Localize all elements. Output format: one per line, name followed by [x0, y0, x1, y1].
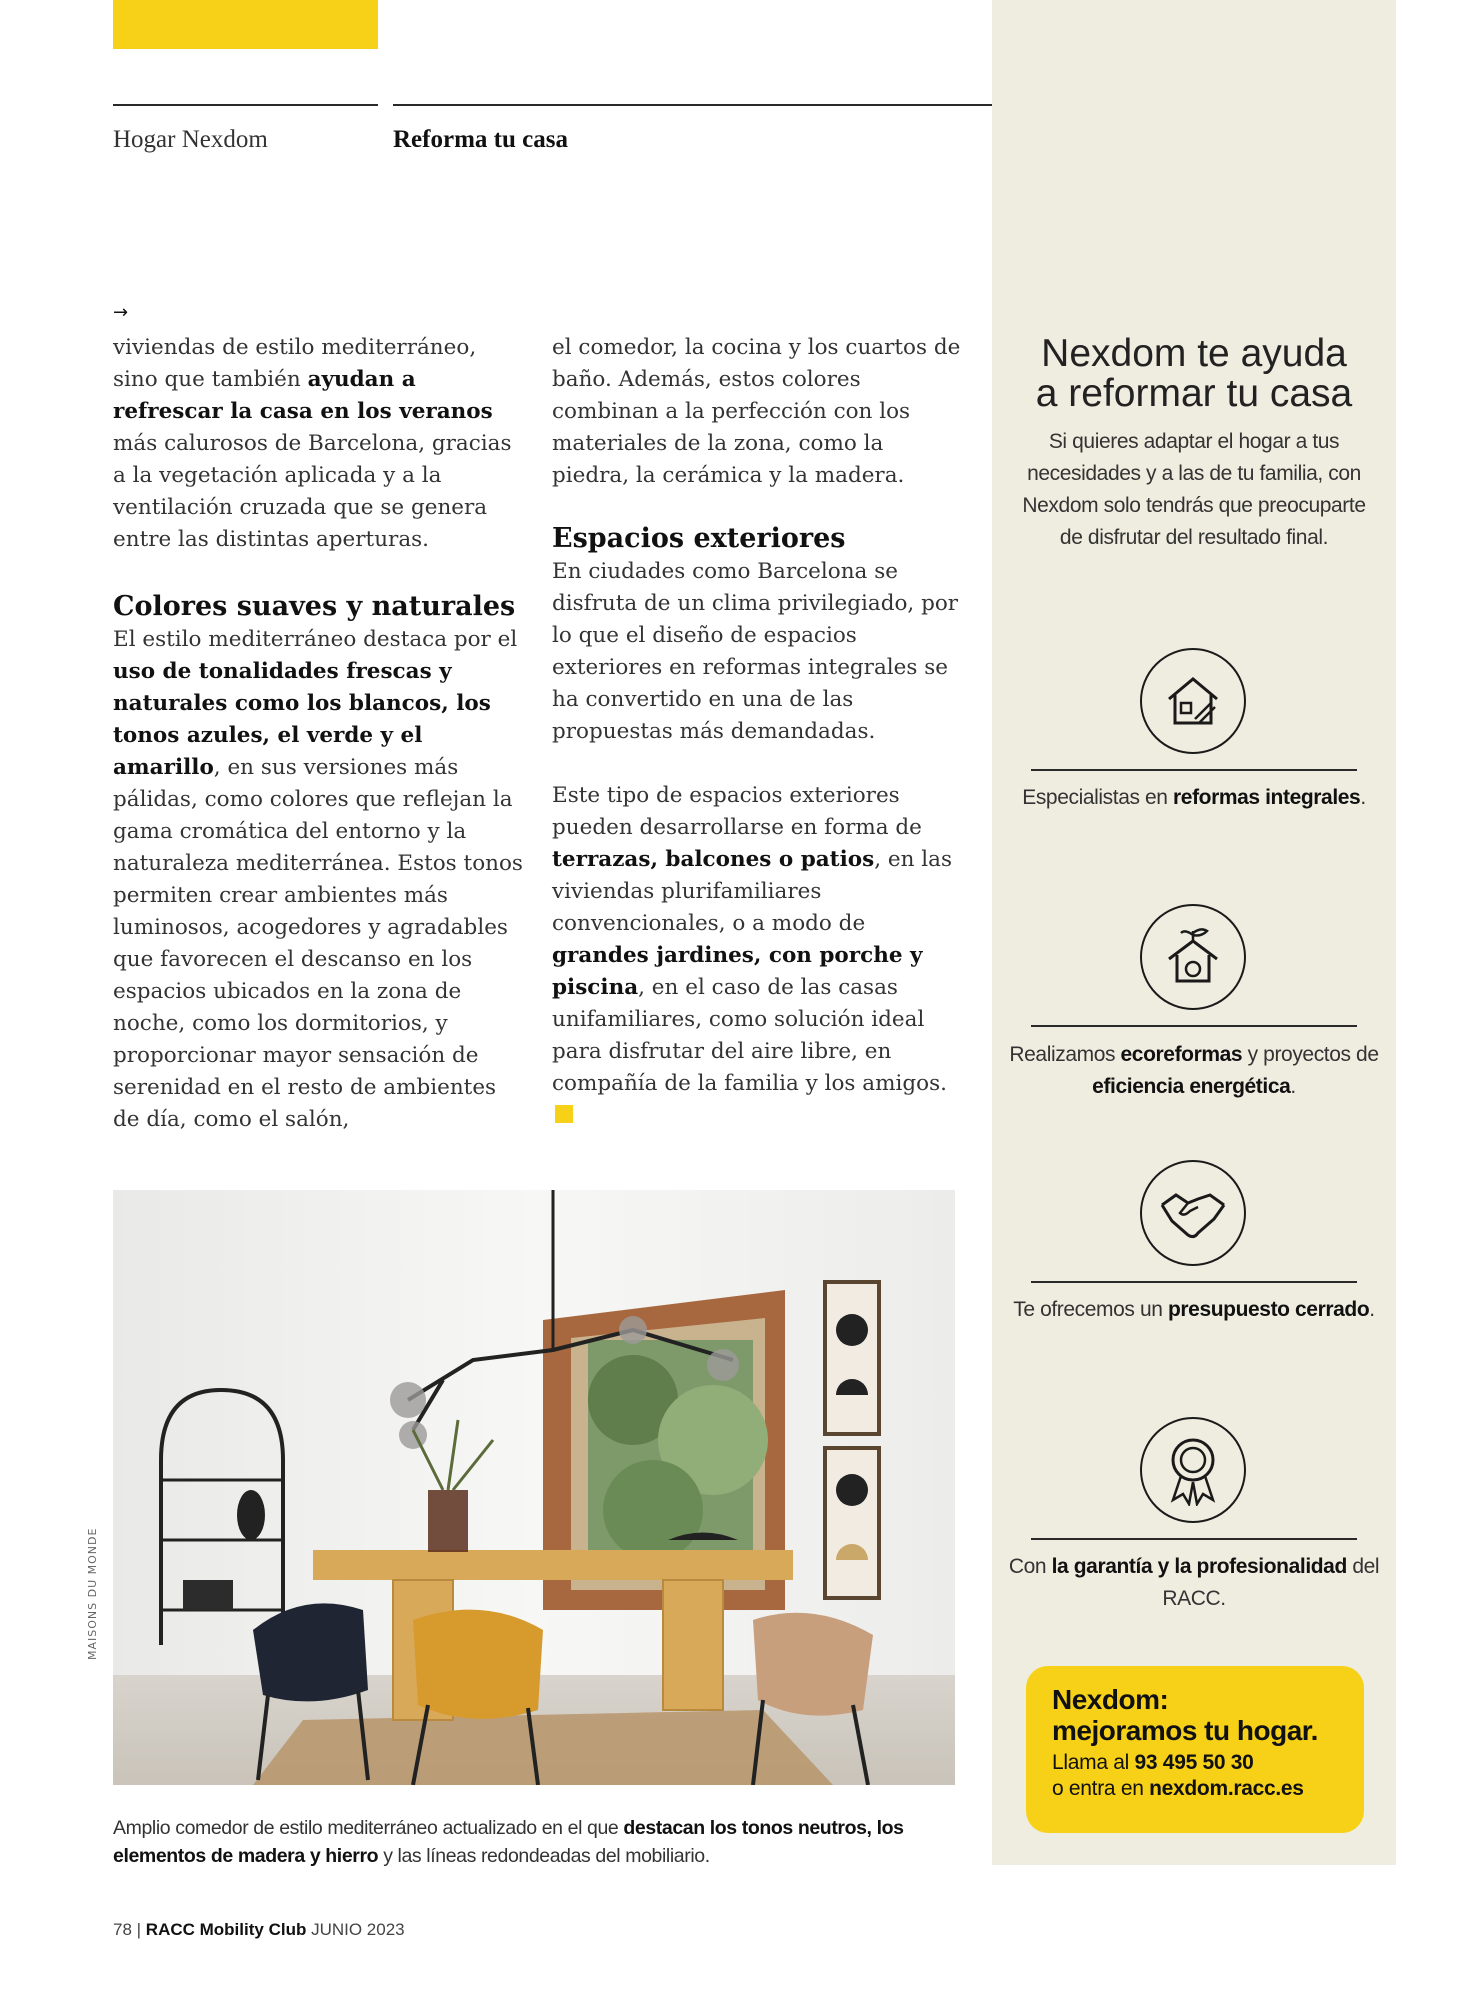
emphasis-text: uso de tonalidades frescas y naturales como los blancos, los tonos azules, el verde y el amarillo — [113, 659, 491, 780]
text-run: más calurosos de Barcelona, gracias a la vegetación aplicada y a la ventilación cruzada que se genera entre las distintas aperturas. — [113, 431, 512, 552]
end-of-article-mark — [555, 1105, 573, 1123]
eco-house-icon — [1140, 904, 1246, 1010]
feature-divider — [1031, 1281, 1357, 1283]
top-accent-bar — [113, 0, 378, 49]
text-run: Amplio comedor de estilo mediterráneo actualizado en el que — [113, 1817, 624, 1839]
rosette-badge-icon — [1140, 1417, 1246, 1523]
callout-text: Llama al — [1052, 1751, 1135, 1774]
subheading-colores: Colores suaves y naturales — [113, 591, 516, 622]
page-number: 78 — [113, 1920, 132, 1939]
dining-room-photo — [113, 1190, 955, 1785]
emphasis-text: terrazas, balcones o patios — [552, 847, 875, 872]
paragraph — [552, 556, 964, 748]
footer-separator: | — [131, 1920, 146, 1939]
text-run: El estilo mediterráneo destaca por el — [113, 627, 518, 652]
feature-text — [1000, 1039, 1388, 1103]
feature-text — [1000, 782, 1388, 814]
emphasis-text: presupuesto cerrado — [1167, 1298, 1370, 1321]
emphasis-text: grandes jardines, con porche y piscina — [552, 943, 923, 1000]
emphasis-text: destacan los tonos neutros, los elementos de madera y hierro — [113, 1817, 904, 1867]
emphasis-text: ayudan a refrescar la casa en los veranos — [113, 367, 493, 424]
contact-callout — [1026, 1666, 1364, 1833]
feature-text — [1000, 1294, 1388, 1326]
text-run: y las líneas redondeadas del mobiliario. — [378, 1845, 710, 1867]
text-run: Este tipo de espacios exteriores pueden desarrollarse en forma de — [552, 783, 922, 840]
sidebar-intro: Si quieres adaptar el hogar a tus necesidades y a las de tu familia, con Nexdom solo tendrás que preocuparte de disfrutar del resultado final. — [1022, 430, 1366, 549]
paragraph — [113, 624, 525, 1136]
article-column-1 — [113, 332, 525, 1136]
text-run: . — [1290, 1075, 1296, 1098]
text-run: Realizamos — [1009, 1043, 1121, 1066]
text-run: , en sus versiones más pálidas, como colores que reflejan la gama cromática del entorno y la naturaleza mediterránea. Estos tonos permiten crear ambientes más luminosos, acogedores y agradables que favorecen el descanso en los espacios ubicados en la zona de noche, como los dormitorios, y proporcionar mayor sensación de serenidad en el resto de ambientes de día, como el salón, — [113, 755, 523, 1132]
magazine-name: RACC Mobility Club — [145, 1920, 307, 1939]
text-run: Te ofrecemos un — [1013, 1298, 1168, 1321]
text-run: Especialistas en — [1022, 786, 1174, 809]
callout-text: o entra en — [1052, 1777, 1150, 1800]
callout-headline: Nexdom: — [1052, 1684, 1169, 1715]
callout-phone-line — [1052, 1750, 1338, 1776]
callout-web-line — [1052, 1776, 1338, 1802]
sidebar-title — [992, 334, 1396, 414]
article-column-2 — [552, 332, 964, 1132]
paragraph — [113, 332, 525, 556]
text-run: del RACC. — [1162, 1555, 1380, 1610]
header-rule-left — [113, 104, 378, 106]
text-run: , en las viviendas plurifamiliares convencionales, o a modo de — [552, 847, 953, 936]
house-plan-icon — [1140, 648, 1246, 754]
emphasis-text: la garantía y la profesionalidad — [1051, 1555, 1347, 1578]
handshake-icon — [1140, 1160, 1246, 1266]
sidebar-title-line: a reformar tu casa — [1035, 372, 1353, 415]
text-run: y proyectos de — [1242, 1043, 1379, 1066]
callout-headline: mejoramos tu hogar. — [1052, 1715, 1318, 1746]
text-run: . — [1369, 1298, 1375, 1321]
paragraph-end — [552, 780, 964, 1132]
page-footer — [113, 1920, 405, 1940]
photo-credit: MAISONS DU MONDE — [86, 1527, 99, 1660]
text-run: , en el caso de las casas unifamiliares, como solución ideal para disfrutar del aire libre, en compañía de la familia y los amigos. — [552, 975, 947, 1096]
text-run: En ciudades como Barcelona se disfruta de un clima privilegiado, por lo que el diseño de espacios exteriores en reformas integrales se ha convertido en una de las propuestas más demandadas. — [552, 559, 959, 744]
emphasis-text: reformas integrales — [1173, 786, 1361, 809]
continuation-arrow-icon: → — [113, 302, 129, 323]
issue-date: JUNIO 2023 — [306, 1920, 405, 1939]
feature-divider — [1031, 1538, 1357, 1540]
photo-caption — [113, 1814, 955, 1870]
paragraph — [552, 332, 964, 492]
text-run: Con — [1008, 1555, 1052, 1578]
feature-text — [1000, 1551, 1388, 1615]
text-run: el comedor, la cocina y los cuartos de baño. Además, estos colores combinan a la perfección con los materiales de la zona, como la piedra, la cerámica y la madera. — [552, 335, 961, 488]
phone-number-link[interactable]: 93 495 50 30 — [1134, 1751, 1254, 1774]
text-run: viviendas de estilo mediterráneo, sino que también — [113, 335, 477, 392]
emphasis-text: ecoreformas — [1120, 1043, 1243, 1066]
emphasis-text: eficiencia energética — [1092, 1075, 1291, 1098]
feature-divider — [1031, 1025, 1357, 1027]
text-run: . — [1360, 786, 1366, 809]
website-link[interactable]: nexdom.racc.es — [1149, 1777, 1304, 1800]
feature-divider — [1031, 769, 1357, 771]
subheading-espacios: Espacios exteriores — [552, 523, 846, 554]
section-title: Reforma tu casa — [393, 126, 568, 153]
sidebar-title-line: Nexdom te ayuda — [1041, 332, 1347, 375]
section-label: Hogar Nexdom — [113, 126, 268, 153]
